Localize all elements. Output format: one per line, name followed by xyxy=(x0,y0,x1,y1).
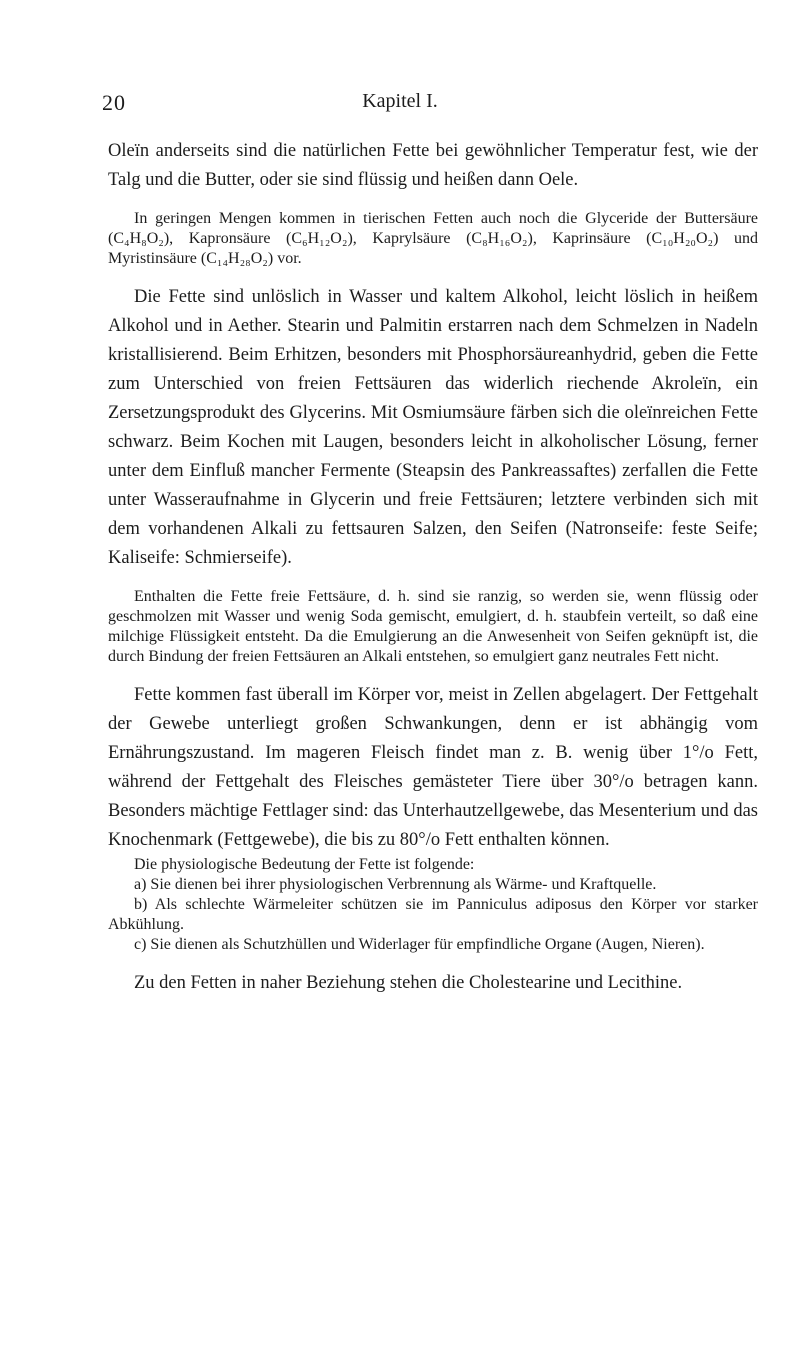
paragraph-emulsion: Enthalten die Fette freie Fettsäure, d. h. sind sie ranzig, so werden sie, wenn flüssig oder geschmolzen mit Wasser und wenig Soda gemischt, emulgiert, d. h. staubfein verteilt, so daß eine milchige Flüssigkeit entsteht. Da die Emulgierung an die Anwesenheit von Seifen geknüpft ist, die durch Bindung der freien Fettsäuren an Alkali entstehen, so emulgiert ganz neutrales Fett nicht. xyxy=(108,588,758,665)
list-item-b: b) Als schlechte Wärmeleiter schützen sie im Panniculus adiposus den Körper vor starker Abkühlung. xyxy=(108,896,758,933)
paragraph-cholestearine: Zu den Fetten in naher Beziehung stehen die Cholestearine und Lecithine. xyxy=(134,973,683,993)
body-text xyxy=(108,137,758,998)
paragraph-olein: Oleïn anderseits sind die natürlichen Fette bei gewöhnlicher Temperatur fest, wie der Talg und die Butter, oder sie sind flüssig und heißen dann Oele. xyxy=(108,141,758,190)
paragraph-glyceride: In geringen Mengen kommen in tierischen Fetten auch noch die Glyceride der Buttersäure (C₄H₈O₂), Kapronsäure (C₆H₁₂O₂), Kaprylsäure (C₈H₁₆O₂), Kaprinsäure (C₁₀H₂₀O₂) und Myristinsäure (C₁₄H₂₈O₂) vor. xyxy=(108,210,758,267)
paragraph-significance: Die physiologische Bedeutung der Fette ist folgende: xyxy=(134,856,475,873)
running-head xyxy=(0,90,800,116)
paragraph-properties: Die Fette sind unlöslich in Wasser und kaltem Alkohol, leicht löslich in heißem Alkohol und in Aether. Stearin und Palmitin erstarren nach dem Schmelzen in Nadeln kristallisierend. Beim Erhitzen, besonders mit Phosphorsäureanhydrid, geben die Fette zum Unterschied von freien Fettsäuren das widerlich riechende Akroleïn, ein Zersetzungsprodukt des Glycerins. Mit Osmiumsäure färben sich die oleïnreichen Fette schwarz. Beim Kochen mit Laugen, besonders leicht in alkoholischer Lösung, ferner unter dem Einfluß mancher Fermente (Steapsin des Pankreassaftes) zerfallen die Fette unter Wasseraufnahme in Glycerin und freie Fettsäuren; letztere verbinden sich mit dem vorhandenen Alkali zu fettsauren Salzen, den Seifen (Natronseife: feste Seife; Kaliseife: Schmierseife). xyxy=(108,287,758,568)
paragraph-occurrence: Fette kommen fast überall im Körper vor, meist in Zellen abgelagert. Der Fettgehalt der Gewebe unterliegt großen Schwankungen, denn er ist abhängig vom Ernährungszustand. Im mageren Fleisch findet man z. B. wenig über 1°/o Fett, während der Fettgehalt des Fleisches gemästeter Tiere über 30°/o betragen kann. Besonders mächtige Fettlager sind: das Unterhautzellgewebe, das Mesenterium und das Knochenmark (Fettgewebe), die bis zu 80°/o Fett enthalten können. xyxy=(108,685,758,850)
page-number: 20 xyxy=(102,90,126,115)
chapter-title: Kapitel I. xyxy=(362,90,438,112)
list-item-c: c) Sie dienen als Schutzhüllen und Widerlager für empfindliche Organe (Augen, Nieren). xyxy=(134,936,705,953)
list-item-a: a) Sie dienen bei ihrer physiologischen Verbrennung als Wärme- und Kraftquelle. xyxy=(134,876,657,893)
